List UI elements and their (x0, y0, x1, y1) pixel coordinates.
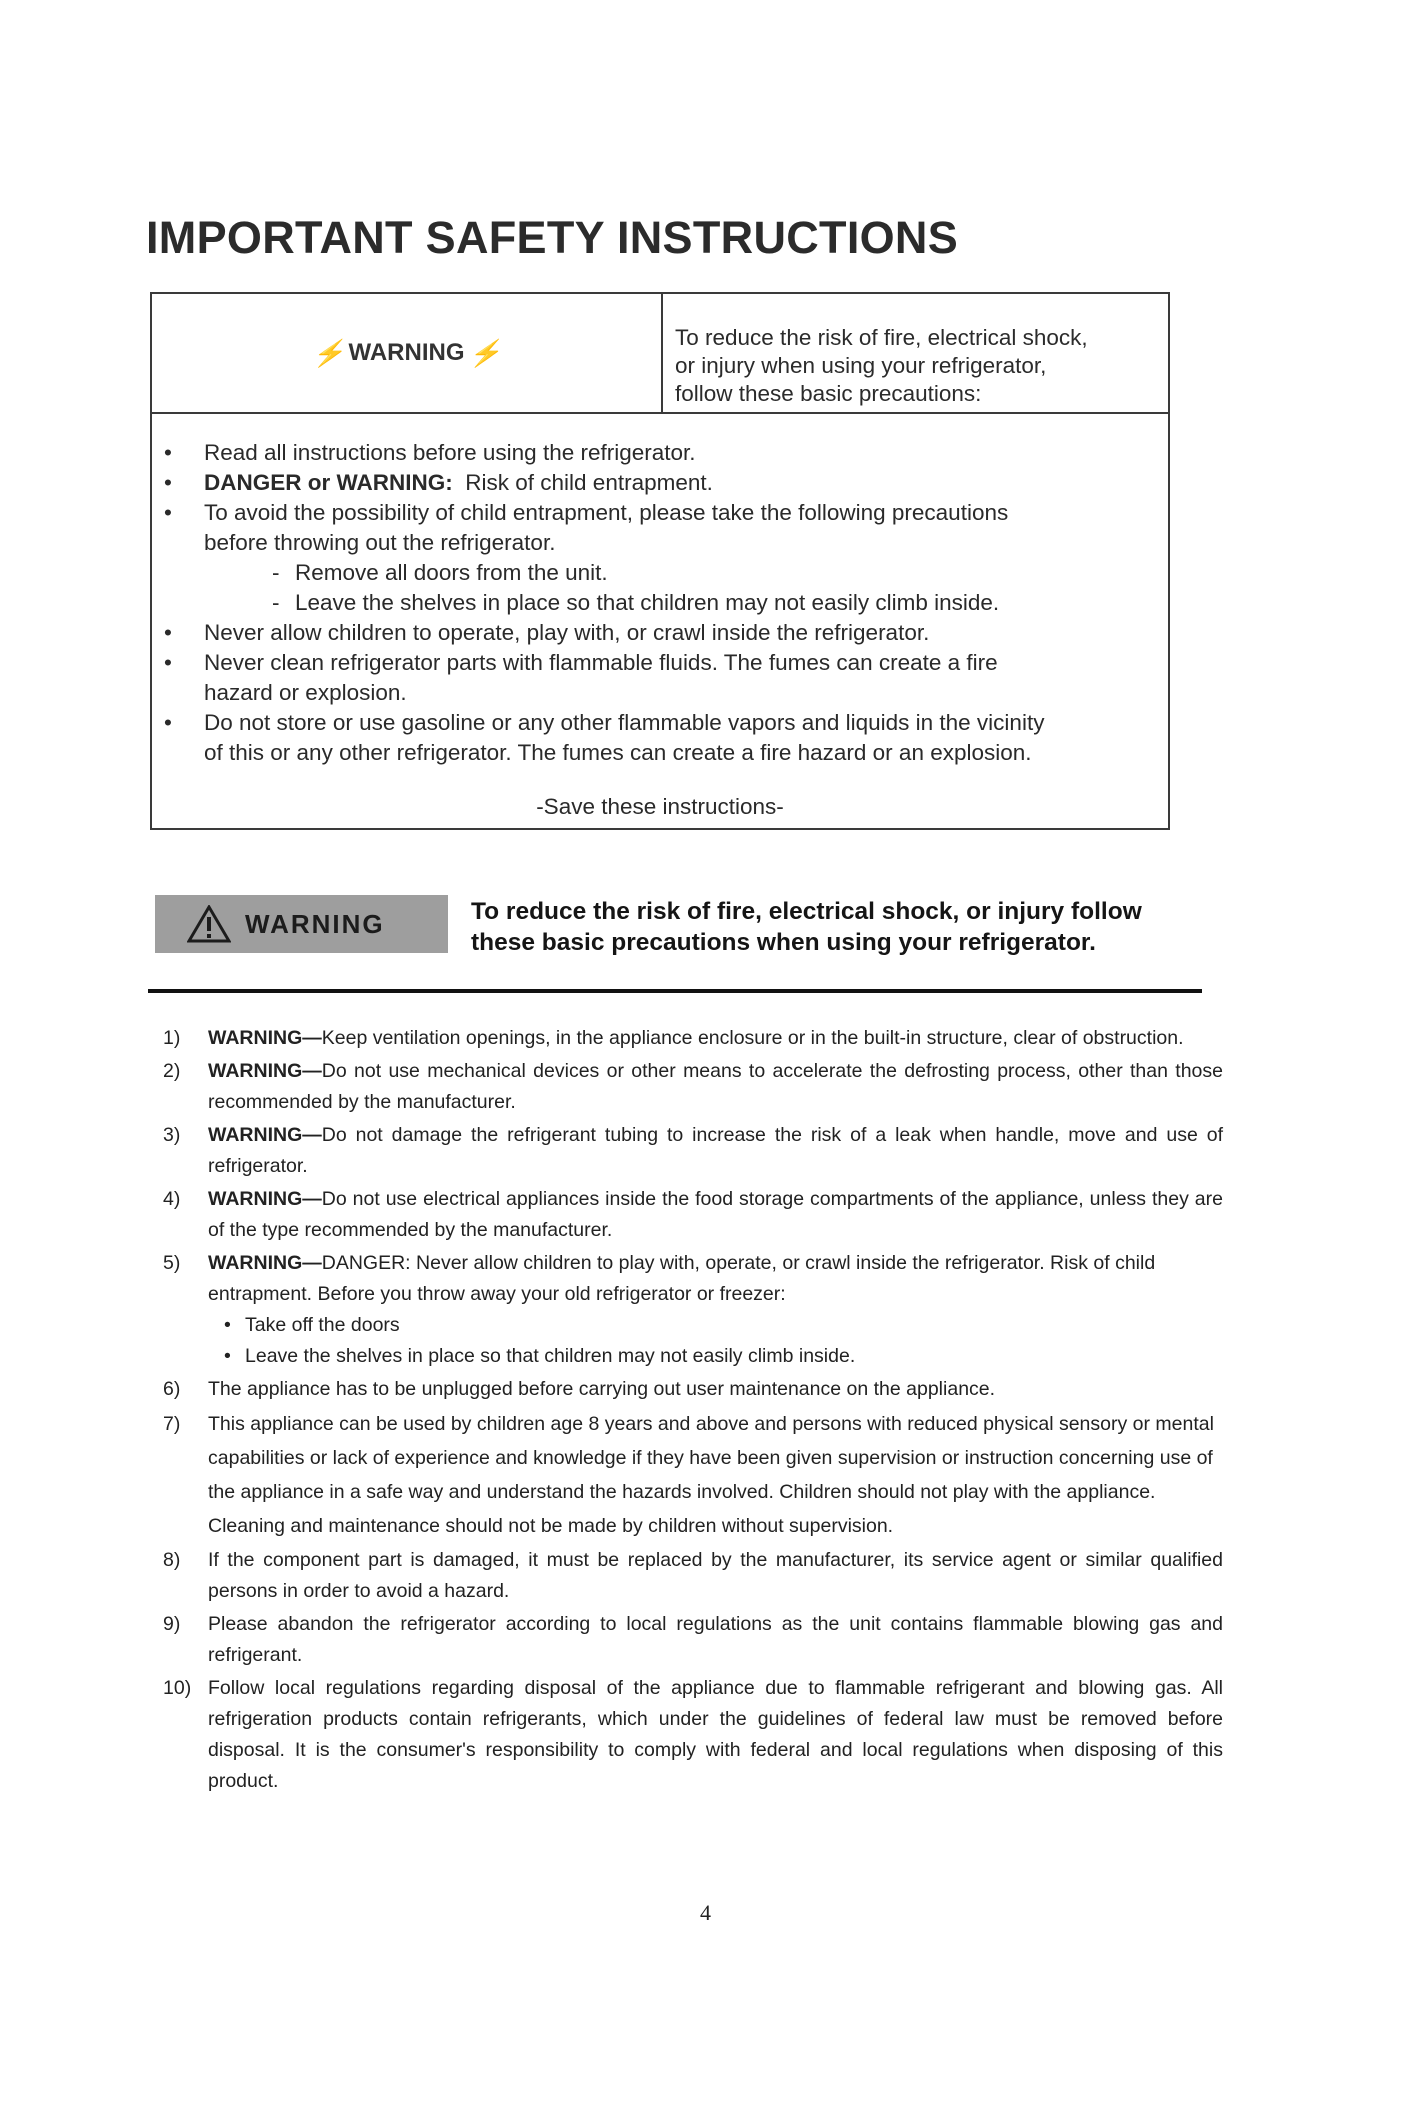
bullet-icon: • (224, 1314, 231, 1336)
bullet-icon: • (164, 650, 172, 675)
item-number: 10) (163, 1677, 192, 1699)
warning-banner-message: To reduce the risk of fire, electrical shock, or injury follow these basic precautions when using your refrigerator. (471, 898, 1142, 956)
page-number: 4 (700, 1900, 711, 1925)
item-text: Follow local regulations regarding disposal of the appliance due to flammable refrigerant and blowing gas. All refrigeration products contain refrigerants, which under the guidelines of federal law must be removed before disposal. It is the consumer's responsibility to comply with federal and local regulations when disposing of this product. (208, 1677, 1223, 1792)
bullet-text (204, 468, 1168, 498)
bullet-icon: • (164, 470, 172, 495)
bullet-text: before throwing out the refrigerator. (204, 530, 556, 555)
list-item (163, 1056, 1223, 1118)
intro-line: follow these basic precautions: (675, 381, 982, 406)
warning-triangle-icon (187, 905, 231, 943)
page-title: IMPORTANT SAFETY INSTRUCTIONS (146, 212, 959, 263)
list-item (163, 1609, 1223, 1671)
item-text: The appliance has to be unplugged before carrying out user maintenance on the appliance. (208, 1378, 996, 1400)
divider (148, 989, 1202, 993)
warning-lead: WARNING— (208, 1252, 322, 1274)
sub-item-text: Leave the shelves in place so that children may not easily climb inside. (295, 590, 1000, 615)
item-text: This appliance can be used by children age 8 years and above and persons with reduced physical sensory or mental capabilities or lack of experience and knowledge if they have been given supervision or instruction concerning use of the appliance in a safe way and understand the hazards involved. Children should not play with the appliance. Cleaning and maintenance should not be made by children without supervision. (208, 1413, 1214, 1537)
warning-intro (663, 294, 1168, 412)
lightning-icon: ⚡ (468, 337, 501, 368)
safety-box-body (152, 414, 1168, 822)
warning-banner-label: WARNING (245, 908, 385, 939)
list-item (152, 438, 1168, 468)
item-text: Please abandon the refrigerator according to local regulations as the unit contains flammable blowing gas and refrigerant. (208, 1613, 1223, 1666)
item-text: If the component part is damaged, it must be replaced by the manufacturer, its service agent or similar qualified persons in order to avoid a hazard. (208, 1549, 1223, 1602)
list-item (163, 1407, 1223, 1543)
sub-bullet-text: Take off the doors (245, 1314, 400, 1336)
warning-banner (155, 895, 448, 953)
warnings-list (163, 1023, 1223, 1799)
intro-line: or injury when using your refrigerator, (675, 353, 1047, 378)
list-item (163, 1184, 1223, 1246)
item-number: 7) (163, 1413, 181, 1435)
intro-line: To reduce the risk of fire, electrical shock, (675, 325, 1088, 350)
bullet-text: Read all instructions before using the refrigerator. (204, 440, 696, 465)
item-number: 3) (163, 1124, 181, 1146)
bullet-icon: • (164, 440, 172, 465)
item-text: DANGER: Never allow children to play with, operate, or crawl inside the refrigerator. Risk of child entrapment. Before you throw away your old refrigerator or freezer: (208, 1252, 1156, 1305)
list-item (163, 1120, 1223, 1182)
item-text: Do not use mechanical devices or other means to accelerate the defrosting process, other than those recommended by the manufacturer. (208, 1060, 1223, 1113)
save-instructions: -Save these instructions- (536, 794, 784, 819)
safety-box-header (152, 294, 1168, 414)
list-item (152, 618, 1168, 648)
safety-box (150, 292, 1170, 830)
list-item (152, 708, 1168, 768)
item-number: 6) (163, 1378, 181, 1400)
bullet-text: hazard or explosion. (204, 680, 407, 705)
item-number: 9) (163, 1613, 181, 1635)
item-number: 4) (163, 1188, 181, 1210)
item-number: 1) (163, 1027, 181, 1049)
list-item (152, 648, 1168, 708)
bullet-icon: • (224, 1345, 231, 1367)
item-number: 8) (163, 1549, 181, 1571)
warning-lead: WARNING— (208, 1027, 322, 1049)
item-text: Do not damage the refrigerant tubing to increase the risk of a leak when handle, move and use of refrigerator. (208, 1124, 1223, 1177)
bullet-text: Never clean refrigerator parts with flammable fluids. The fumes can create a fire (204, 650, 998, 675)
list-item (152, 468, 1168, 498)
list-item (163, 1374, 1223, 1405)
bullet-icon: • (164, 620, 172, 645)
item-text: Do not use electrical appliances inside the food storage compartments of the appliance, unless they are of the type recommended by the manufacturer. (208, 1188, 1223, 1241)
sub-bullet-text: Leave the shelves in place so that children may not easily climb inside. (245, 1345, 856, 1367)
item-text: Keep ventilation openings, in the appliance enclosure or in the built-in structure, clear of obstruction. (321, 1027, 1184, 1049)
warning-lead: WARNING— (208, 1060, 322, 1082)
bullet-icon: • (164, 710, 172, 735)
danger-label: DANGER or WARNING: (204, 470, 453, 495)
dash-marker: - (272, 590, 280, 615)
warning-label: WARNING (348, 339, 465, 366)
list-item (163, 1248, 1223, 1372)
warning-lead: WARNING— (208, 1124, 322, 1146)
bullet-text: To avoid the possibility of child entrapment, please take the following precautions (204, 500, 1009, 525)
bullet-text: of this or any other refrigerator. The fumes can create a fire hazard or an explosion. (204, 740, 1032, 765)
list-item (163, 1673, 1223, 1797)
list-item (152, 498, 1168, 558)
bullet-text: Never allow children to operate, play with, or crawl inside the refrigerator. (204, 620, 930, 645)
sub-item (152, 588, 1168, 618)
lightning-icon: ⚡ (312, 337, 345, 368)
sub-item (152, 558, 1168, 588)
sub-bullet (208, 1310, 1223, 1341)
list-item (163, 1545, 1223, 1607)
sub-bullet (208, 1341, 1223, 1372)
dash-marker: - (272, 560, 280, 585)
sub-item-text: Remove all doors from the unit. (295, 560, 608, 585)
warning-header (152, 294, 663, 412)
bullet-text-rest: Risk of child entrapment. (465, 470, 713, 495)
item-number: 5) (163, 1252, 181, 1274)
list-item (163, 1023, 1223, 1054)
warning-lead: WARNING— (208, 1188, 322, 1210)
item-number: 2) (163, 1060, 181, 1082)
bullet-icon: • (164, 500, 172, 525)
bullet-text: Do not store or use gasoline or any other flammable vapors and liquids in the vicinity (204, 710, 1045, 735)
